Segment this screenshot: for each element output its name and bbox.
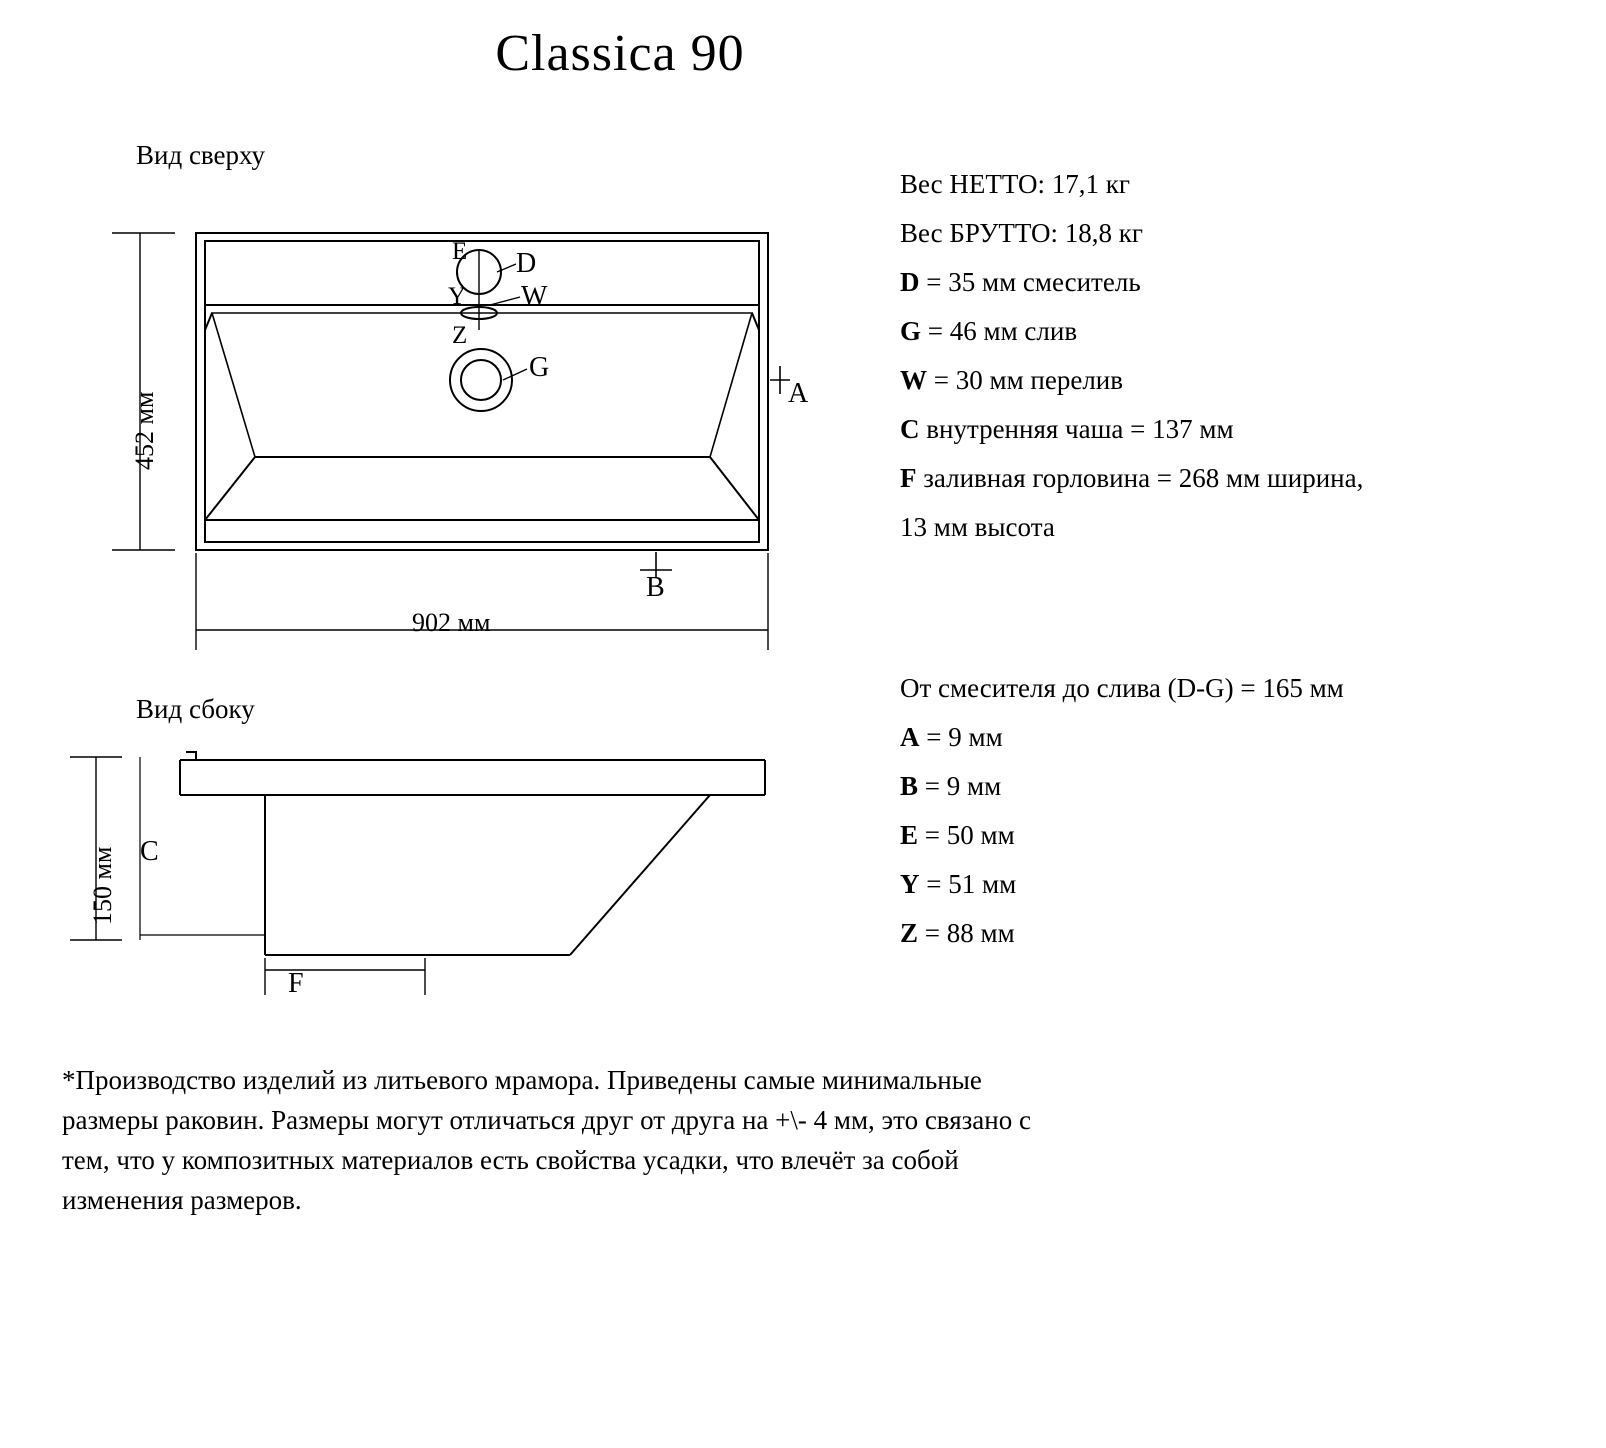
spec-text: = 9 мм xyxy=(918,771,1002,801)
top-view-height-dimension: 452 мм xyxy=(130,391,159,470)
spec-text: = 9 мм xyxy=(919,722,1003,752)
spec-text: Вес НЕТТО: 17,1 кг xyxy=(900,169,1130,199)
footnote-text: *Производство изделий из литьевого мрамора. Приведены самые минимальные размеры раковин. Размеры могут отличаться друг от друга на +\- 4 мм, это связано с тем, что у композитных материалов есть свойства усадки, что влечёт за собой изменения размеров. xyxy=(62,1065,1031,1215)
spec-item xyxy=(900,209,1590,258)
spec-text: = 50 мм xyxy=(918,820,1015,850)
spec-item xyxy=(900,454,1590,503)
marker-W: W xyxy=(521,281,548,312)
spec-letter: B xyxy=(900,771,919,801)
marker-Z: Z xyxy=(452,322,468,349)
spec-item xyxy=(900,160,1590,209)
spec-item xyxy=(900,356,1590,405)
marker-F: F xyxy=(288,968,304,999)
spec-text: = 35 мм смеситель xyxy=(919,267,1141,297)
spec-text: От смесителя до слива (D-G) = 165 мм xyxy=(900,673,1344,703)
spec-text: внутренняя чаша = 137 мм xyxy=(919,414,1234,444)
specs-list-primary xyxy=(900,160,1590,552)
spec-item xyxy=(900,664,1590,713)
marker-D: D xyxy=(516,248,537,279)
spec-text: = 30 мм перелив xyxy=(927,365,1123,395)
side-view-label: Вид сбоку xyxy=(136,694,255,724)
spec-item xyxy=(900,811,1590,860)
specs-list-secondary xyxy=(900,664,1590,958)
side-view-height-dimension: 150 мм xyxy=(88,846,117,925)
spec-letter: Y xyxy=(900,869,920,899)
spec-letter: D xyxy=(900,267,920,297)
marker-A: A xyxy=(788,378,809,409)
spec-letter: E xyxy=(900,820,919,850)
spec-item xyxy=(900,405,1590,454)
spec-letter: G xyxy=(900,316,922,346)
spec-text: = 46 мм слив xyxy=(921,316,1078,346)
spec-item xyxy=(900,713,1590,762)
spec-item xyxy=(900,860,1590,909)
top-view-width-dimension: 902 мм xyxy=(412,608,491,637)
marker-Y: Y xyxy=(448,283,467,310)
spec-item xyxy=(900,909,1590,958)
spec-text: 13 мм высота xyxy=(900,512,1055,542)
spec-letter: C xyxy=(900,414,920,444)
spec-letter: A xyxy=(900,722,920,752)
spec-text: заливная горловина = 268 мм ширина, xyxy=(916,463,1364,493)
spec-text: = 88 мм xyxy=(918,918,1015,948)
marker-G: G xyxy=(529,352,550,383)
spec-text: = 51 мм xyxy=(919,869,1017,899)
spec-letter: W xyxy=(900,365,927,395)
technical-drawing xyxy=(0,0,900,1060)
marker-E: E xyxy=(452,238,468,265)
page-title: Classica 90 xyxy=(495,25,745,82)
marker-C: C xyxy=(140,836,159,867)
spec-item xyxy=(900,307,1590,356)
spec-letter: Z xyxy=(900,918,919,948)
spec-text: Вес БРУТТО: 18,8 кг xyxy=(900,218,1143,248)
marker-B: B xyxy=(646,572,665,603)
spec-item xyxy=(900,762,1590,811)
spec-item xyxy=(900,258,1590,307)
spec-letter: F xyxy=(900,463,917,493)
spec-item xyxy=(900,503,1590,552)
top-view-label: Вид сверху xyxy=(136,140,265,170)
